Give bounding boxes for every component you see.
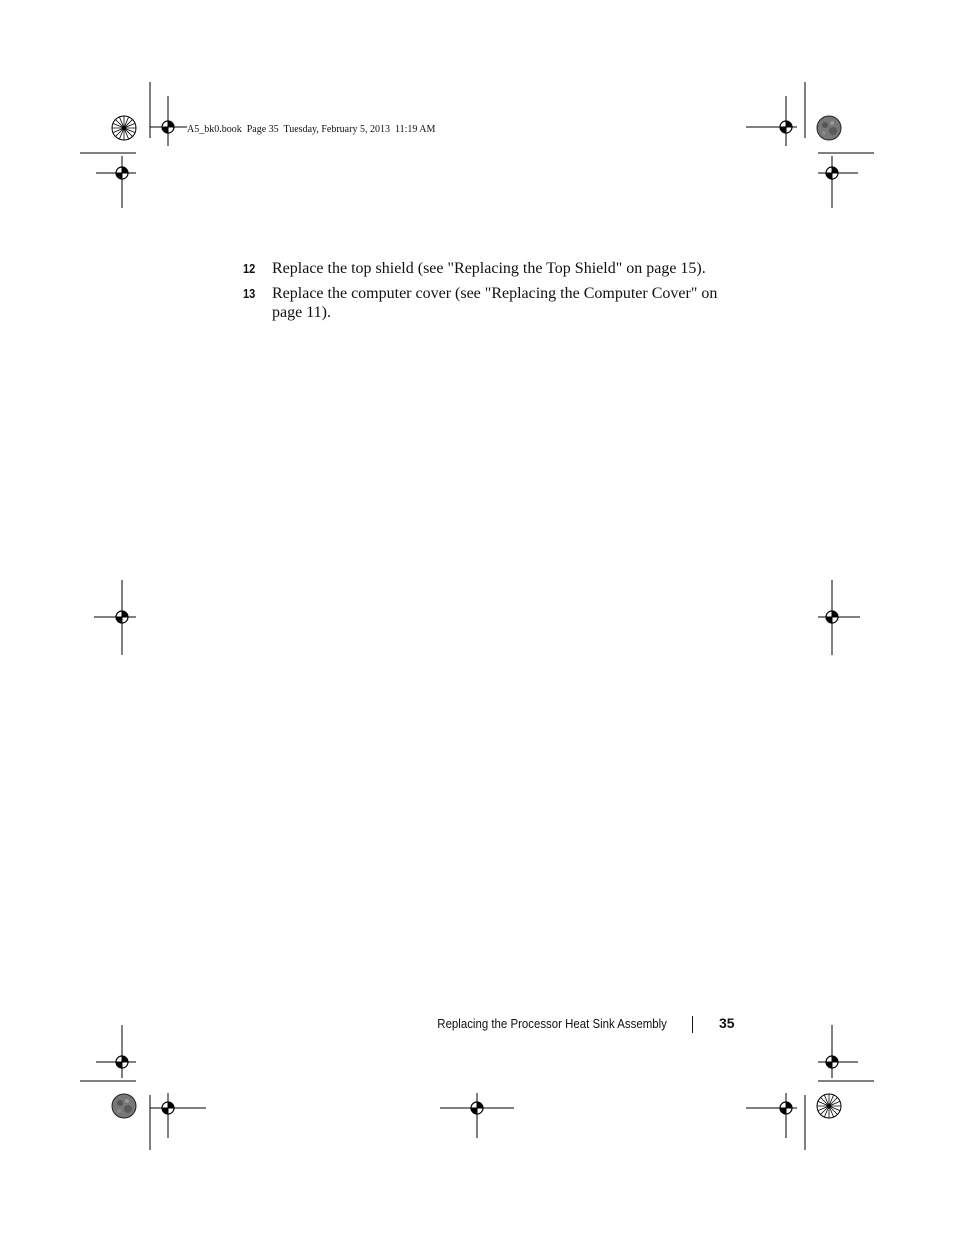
footer-section-title: Replacing the Processor Heat Sink Assembly: [437, 1016, 667, 1031]
step-text: Replace the computer cover (see "Replacing the Computer Cover" on page 11).: [272, 285, 718, 321]
footer-divider: [692, 1016, 693, 1033]
step-text: Replace the top shield (see "Replacing the Top Shield" on page 15).: [272, 260, 706, 277]
step-number: 12: [243, 261, 256, 276]
print-slug-line: A5_bk0.book Page 35 Tuesday, February 5, 2013 11:19 AM: [187, 124, 436, 135]
page-number: 35: [719, 1015, 735, 1031]
step-number: 13: [243, 286, 256, 301]
